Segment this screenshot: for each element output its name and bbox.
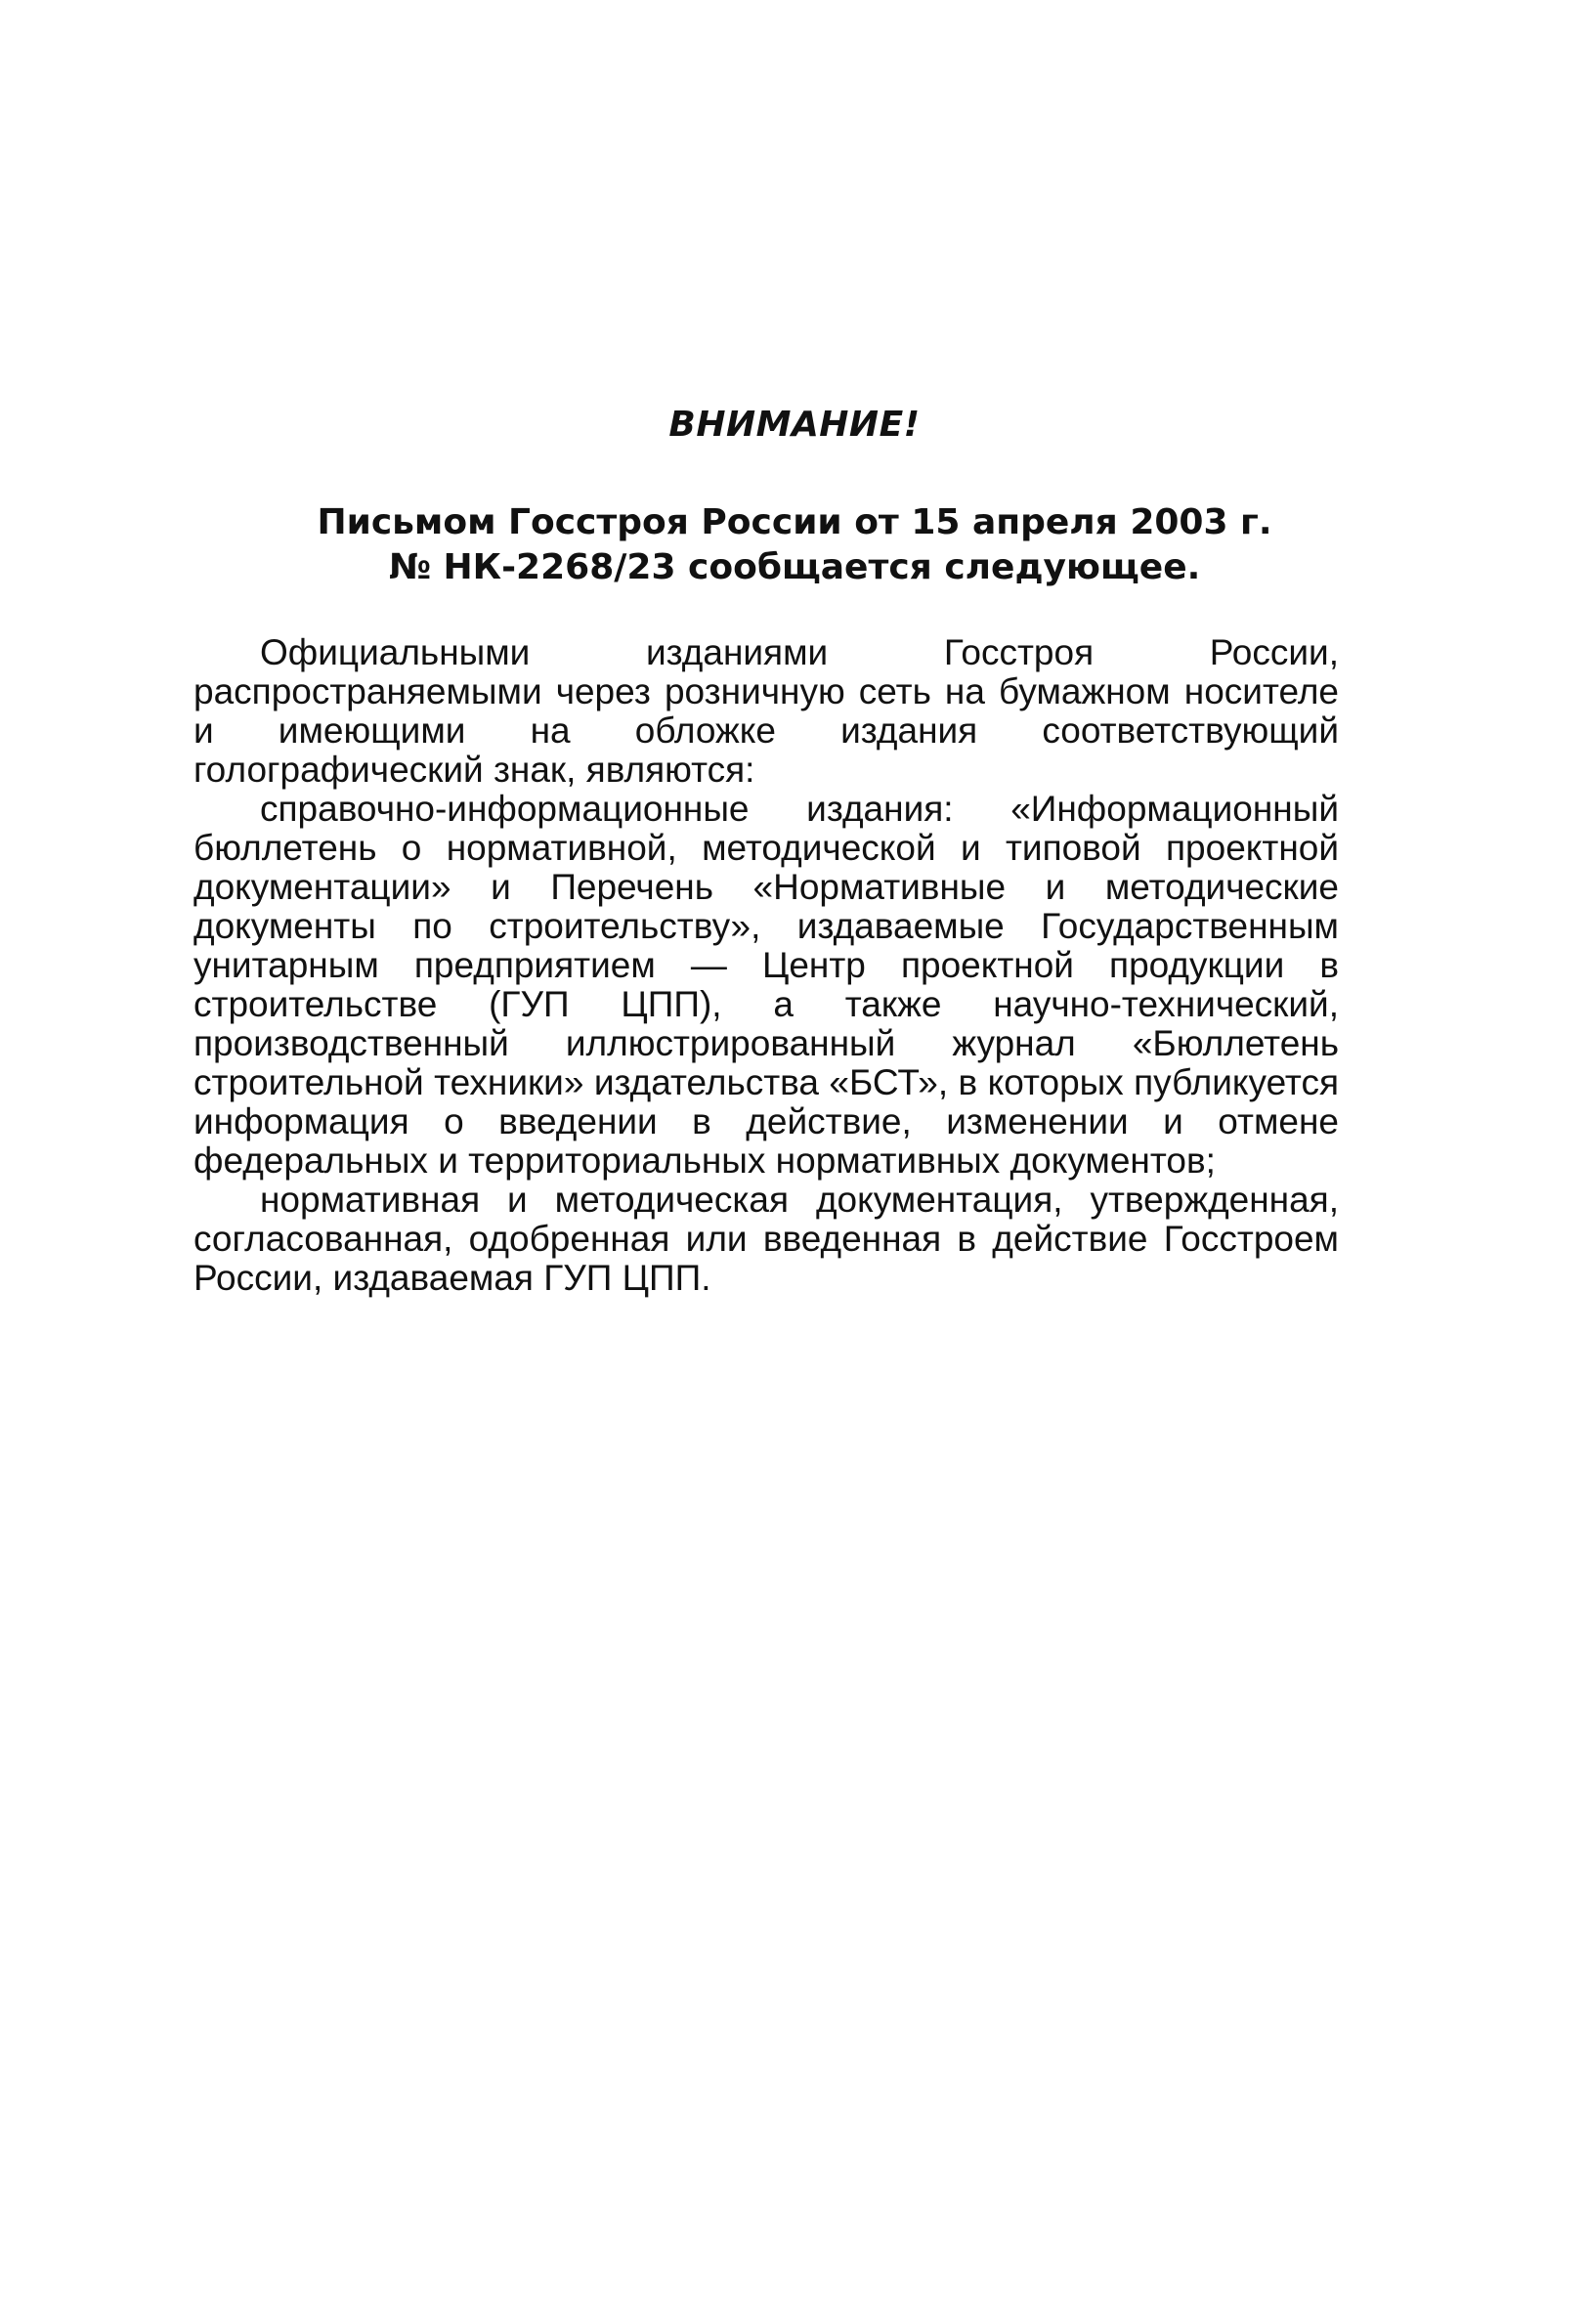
letter-heading-line-2: № НК-2268/23 сообщается следующее. (388, 547, 1201, 587)
letter-heading (0, 500, 1589, 590)
paragraph-normative-documentation: нормативная и методическая документация, утвержденная, согласованная, одобренная или введенная в действие Госстроем России, издаваемая ГУП ЦПП. (193, 1180, 1339, 1298)
paragraph-official-editions: Официальными изданиями Госстроя России, распространяемыми через розничную сеть на бумажном носителе и имеющими на обложке издания соответствующий голографический знак, являются: (193, 632, 1339, 790)
letter-heading-line-1: Письмом Госстроя России от 15 апреля 2003 г. (317, 502, 1272, 542)
body-text (193, 633, 1339, 1298)
warning-title: ВНИМАНИЕ! (668, 405, 921, 445)
paragraph-reference-editions: справочно-информационные издания: «Информационный бюллетень о нормативной, методической и типовой проектной документации» и Перечень «Нормативные и методические документы по строительству», издаваемые Государственным унитарным предприятием — Центр проектной продукции в строительстве (ГУП ЦПП), а также научно-технический, производственный иллюстрированный журнал «Бюллетень строительной техники» издательства «БСТ», в которых публикуется информация о введении в действие, изменении и отмене федеральных и территориальных нормативных документов; (193, 789, 1339, 1181)
